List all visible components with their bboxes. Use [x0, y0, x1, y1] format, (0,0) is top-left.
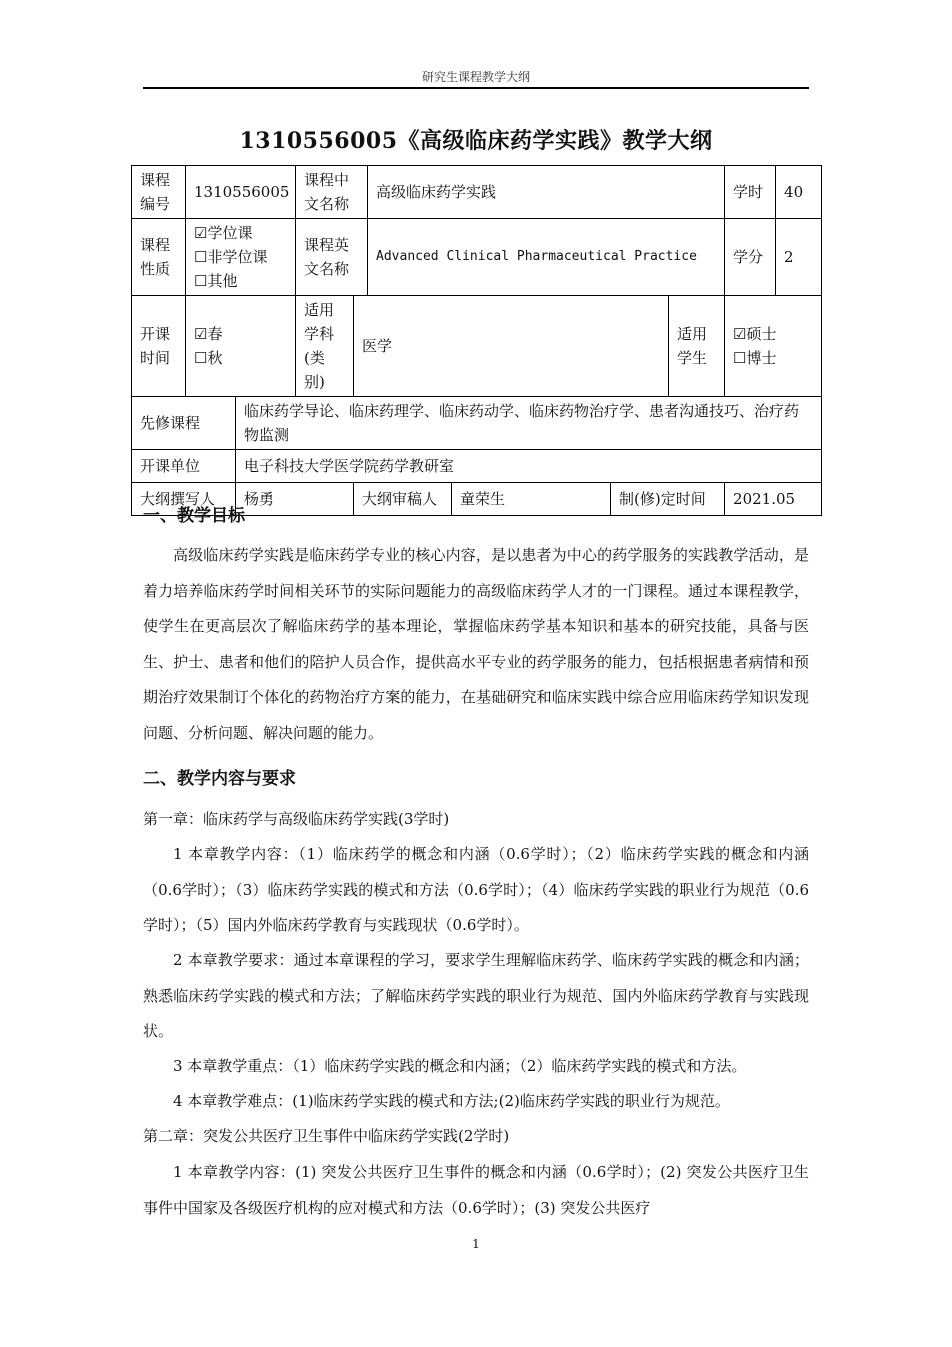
hours-label: 学时 — [725, 166, 776, 219]
term-options — [186, 296, 296, 397]
nature-option: ☐非学位课 — [194, 248, 268, 266]
section-heading-objectives: 一、教学目标 — [143, 506, 245, 526]
credits-label: 学分 — [725, 219, 776, 296]
prereq-label: 先修课程 — [132, 397, 236, 450]
chapter1-content: 1 本章教学内容：（1）临床药学的概念和内涵（0.6学时）；（2）临床药学实践的概念和内涵（0.6学时）；（3）临床药学实践的模式和方法（0.6学时）；（4）临床药学实践的职业行为规范（0.6学时）；（5）国内外临床药学教育与实践现状（0.6学时）。 — [143, 845, 809, 934]
en-name-label: 课程英文名称 — [296, 219, 368, 296]
chapter2-title: 第二章：突发公共医疗卫生事件中临床药学实践(2学时) — [143, 1127, 510, 1145]
reviewer-label: 大纲审稿人 — [354, 483, 452, 516]
author-value: 杨勇 — [236, 483, 354, 516]
table-row — [132, 296, 822, 397]
cn-name-value: 高级临床药学实践 — [368, 166, 725, 219]
running-header: 研究生课程教学大纲 — [421, 70, 530, 84]
students-options — [725, 296, 822, 397]
course-code-label: 课程编号 — [132, 166, 186, 219]
en-name-value: Advanced Clinical Pharmaceutical Practice — [368, 219, 725, 296]
author-label: 大纲撰写人 — [132, 483, 236, 516]
discipline-value: 医学 — [354, 296, 669, 397]
nature-option: ☑学位课 — [194, 224, 253, 242]
course-info-table — [131, 165, 822, 516]
term-label: 开课时间 — [132, 296, 186, 397]
reviewer-value: 童荣生 — [452, 483, 611, 516]
chapter1-title: 第一章：临床药学与高级临床药学实践(3学时) — [143, 810, 450, 828]
chapter1-requirements: 2 本章教学要求：通过本章课程的学习，要求学生理解临床药学、临床药学实践的概念和内涵；熟悉临床药学实践的模式和方法；了解临床药学实践的职业行为规范、国内外临床药学教育与实践现状。 — [143, 951, 809, 1040]
discipline-label: 适用学科(类别) — [296, 296, 354, 397]
table-row — [132, 397, 822, 450]
students-option: ☑硕士 — [733, 325, 777, 343]
prereq-value: 临床药学导论、临床药理学、临床药动学、临床药物治疗学、患者沟通技巧、治疗药物监测 — [236, 397, 822, 450]
students-label: 适用学生 — [669, 296, 725, 397]
table-row — [132, 450, 822, 483]
cn-name-label: 课程中文名称 — [296, 166, 368, 219]
header-rule — [143, 87, 809, 89]
document-title: 1310556005《高级临床药学实践》教学大纲 — [239, 128, 713, 154]
nature-option: ☐其他 — [194, 272, 238, 290]
table-row — [132, 219, 822, 296]
hours-value: 40 — [776, 166, 822, 219]
unit-value: 电子科技大学医学院药学教研室 — [236, 450, 822, 483]
chapter2-content: 1 本章教学内容：(1) 突发公共医疗卫生事件的概念和内涵（0.6学时）；(2) 突发公共医疗卫生事件中国家及各级医疗机构的应对模式和方法（0.6学时）；(3) 突发公共医疗 — [143, 1163, 809, 1217]
course-code-value: 1310556005 — [186, 166, 296, 219]
students-option: ☐博士 — [733, 349, 777, 367]
nature-label: 课程性质 — [132, 219, 186, 296]
table-row — [132, 166, 822, 219]
date-label: 制(修)定时间 — [611, 483, 725, 516]
term-option: ☐秋 — [194, 349, 223, 367]
page-number: 1 — [472, 1237, 480, 1251]
unit-label: 开课单位 — [132, 450, 236, 483]
date-value: 2021.05 — [725, 483, 822, 516]
nature-options — [186, 219, 296, 296]
section-heading-content: 二、教学内容与要求 — [143, 769, 296, 789]
credits-value: 2 — [776, 219, 822, 296]
term-option: ☑春 — [194, 325, 223, 343]
objectives-paragraph: 高级临床药学实践是临床药学专业的核心内容，是以患者为中心的药学服务的实践教学活动，是着力培养临床药学时间相关环节的实际问题能力的高级临床药学人才的一门课程。通过本课程教学，使学生在更高层次了解临床药学的基本理论，掌握临床药学基本知识和基本的研究技能，具备与医生、护士、患者和他们的陪护人员合作，提供高水平专业的药学服务的能力，包括根据患者病情和预期治疗效果制订个体化的药物治疗方案的能力，在基础研究和临床实践中综合应用临床药学知识发现问题、分析问题、解决问题的能力。 — [143, 546, 809, 742]
chapter1-key-points: 3 本章教学重点：（1）临床药学实践的概念和内涵；（2）临床药学实践的模式和方法。 — [173, 1057, 747, 1075]
chapter1-difficulties: 4 本章教学难点：(1)临床药学实践的模式和方法;(2)临床药学实践的职业行为规范。 — [173, 1092, 730, 1110]
